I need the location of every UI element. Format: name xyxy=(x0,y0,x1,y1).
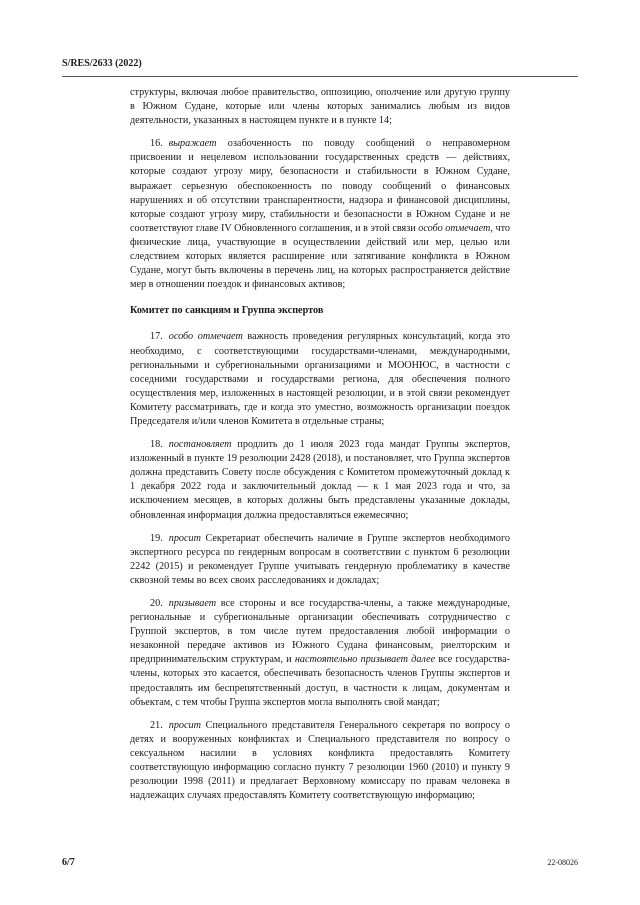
paragraph-16 xyxy=(130,137,510,292)
operative-verb-secondary: настоятельно призывает далее xyxy=(294,654,436,666)
paragraph-21 xyxy=(130,719,510,804)
paragraph-continuation xyxy=(130,86,510,128)
paragraph-text-secondary: все государства-члены, которых это касается, обеспечивать безопасность членов Группы экспертов и предоставлять им беспрепятственный доступ, в частности к лицам, документам и объектам, с тем чтобы Группа экспертов могла выполнять свой мандат; xyxy=(130,654,510,708)
section-heading: Комитет по санкциям и Группа экспертов xyxy=(130,305,324,317)
paragraph-text: Специального представителя Генерального секретаря по вопросу о детях и вооруженных конфликтах и Специального представителя по вопросу о сексуальном насилии в условиях конфликта предоставлять Комитету соответствующую информацию согласно пункту 7 резолюции 1960 (2010) и пункту 9 резолюции 1998 (2011) и предлагает Верховному комиссару по правам человека в надлежащих случаях предоставлять Комитету соответствующую информацию; xyxy=(130,719,510,802)
paragraph-text: продлить до 1 июля 2023 года мандат Группы экспертов, изложенный в пункте 19 резолюции 2428 (2018), и постановляет, что Группа экспертов должна представить Совету после обсуждения с Комитетом промежуточный доклад к 1 декабря 2022 года и заключительный доклад — к 1 мая 2023 года и что, за исключением месяцев, в которых должны быть представлены указанные доклады, обновленная информация должна предоставляться ежемесячно; xyxy=(130,439,510,521)
document-symbol: S/RES/2633 (2022) xyxy=(62,58,142,69)
operative-verb: выражает xyxy=(168,138,217,150)
paragraph-19 xyxy=(130,532,510,588)
paragraph-text: озабоченность по поводу сообщений о неправомерном присвоении и нецелевом использовании государственных средств — действиях, которые создают угрозу миру, безопасности и стабильности в Южном Судане, выражает серьезную обеспокоенность по поводу сообщений о финансовых нарушениях и об отсутствии транспарентности, надзора и финансовой дисциплины, которые создают угрозу миру, стабильности и безопасности в Южном Судане и не соответствуют главе IV Обновленного соглашения, и в этой связи xyxy=(130,138,510,234)
paragraph-number: 16. xyxy=(150,138,163,150)
document-code: 22-08026 xyxy=(547,858,578,867)
paragraph-number: 21. xyxy=(150,719,163,731)
paragraph-text-secondary: , что физические лица, участвующие в осуществлении действий или мер, целью или следствием которых является расширение или затягивание конфликта в Южном Судане, могут быть включены в перечень лиц, на которых распространяется действие мер в отношении поездок и финансовых активов; xyxy=(130,222,510,291)
header-divider xyxy=(62,76,578,77)
operative-verb: призывает xyxy=(168,598,217,609)
paragraph-number: 20. xyxy=(150,598,163,609)
paragraph-17 xyxy=(130,330,510,429)
paragraph-text: важность проведения регулярных консультаций, когда это необходимо, с соответствующими государствами-членами, международными, региональными и субрегиональными организациями и МООНЮС, в частности с соседними государствами и государствами региона, для обеспечения полного осуществления мер, изложенных в настоящей резолюции, и в этой связи рекомендует Комитету рассматривать, где и когда это уместно, возможность организации поездок Председателя и/или членов Комитета в отдельные страны; xyxy=(130,331,510,427)
paragraph-text: все стороны и все государства-члены, а также международные, региональные и субрегиональные организации обеспечивать сотрудничество с Группой экспертов, в том числе путем предоставления любой информации о незаконной передаче активов из Южного Судана финансовым, риелторским и предпринимательским структурам, и xyxy=(130,598,510,666)
operative-verb-secondary: особо отмечает xyxy=(418,222,491,234)
paragraph-text: структуры, включая любое правительство, оппозицию, ополчение или другую группу в Южном Судане, которые или члены которых занимались любым из видов деятельности, указанных в настоящем пункте и в пункте 14; xyxy=(130,87,510,127)
operative-verb: просит xyxy=(168,719,201,731)
paragraph-20 xyxy=(130,597,510,710)
document-body xyxy=(130,86,510,812)
operative-verb: постановляет xyxy=(168,439,232,451)
paragraph-number: 17. xyxy=(150,331,163,343)
page-number: 6/7 xyxy=(62,857,75,868)
operative-verb: особо отмечает xyxy=(168,331,243,343)
paragraph-number: 19. xyxy=(150,532,163,544)
paragraph-number: 18. xyxy=(150,439,163,451)
operative-verb: просит xyxy=(168,532,201,544)
paragraph-18 xyxy=(130,438,510,523)
paragraph-text: Секретариат обеспечить наличие в Группе экспертов необходимого экспертного ресурса по гендерным вопросам в соответствии с пунктом 6 резолюции 2242 (2015) и рекомендует Группе учитывать гендерную проблематику в качестве сквозной темы во всех своих расследованиях и докладах; xyxy=(130,532,510,586)
